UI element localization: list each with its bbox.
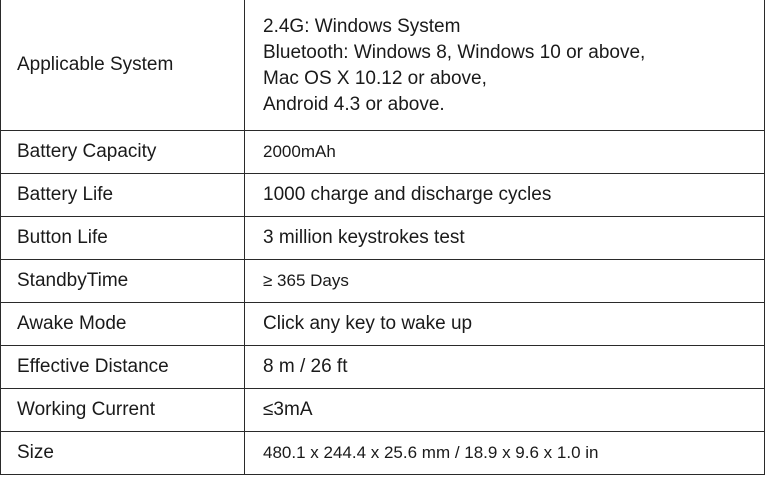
spec-label: Awake Mode xyxy=(1,303,245,346)
table-row xyxy=(1,131,765,174)
table-row xyxy=(1,0,765,131)
spec-value: 2000mAh xyxy=(245,131,765,174)
spec-value: ≤3mA xyxy=(245,389,765,432)
spec-label: Size xyxy=(1,432,245,475)
spec-value: 1000 charge and discharge cycles xyxy=(245,174,765,217)
spec-label: StandbyTime xyxy=(1,260,245,303)
spec-value xyxy=(245,0,765,131)
table-row xyxy=(1,303,765,346)
spec-label: Working Current xyxy=(1,389,245,432)
spec-value: ≥ 365 Days xyxy=(245,260,765,303)
spec-value-line: 2.4G: Windows System xyxy=(263,16,461,37)
spec-value-line: Mac OS X 10.12 or above, xyxy=(263,68,487,89)
spec-label: Applicable System xyxy=(1,0,245,131)
spec-value: 8 m / 26 ft xyxy=(245,346,765,389)
spec-value-line: Bluetooth: Windows 8, Windows 10 or above, xyxy=(263,42,646,63)
spec-label: Battery Life xyxy=(1,174,245,217)
spec-label: Battery Capacity xyxy=(1,131,245,174)
table-row xyxy=(1,174,765,217)
spec-value: 480.1 x 244.4 x 25.6 mm / 18.9 x 9.6 x 1.0 in xyxy=(245,432,765,475)
table-row xyxy=(1,260,765,303)
table-row xyxy=(1,346,765,389)
spec-value-line: Android 4.3 or above. xyxy=(263,94,445,115)
spec-value: Click any key to wake up xyxy=(245,303,765,346)
spec-value: 3 million keystrokes test xyxy=(245,217,765,260)
spec-label: Button Life xyxy=(1,217,245,260)
spec-label: Effective Distance xyxy=(1,346,245,389)
table-row xyxy=(1,217,765,260)
table-row xyxy=(1,389,765,432)
table-row xyxy=(1,432,765,475)
